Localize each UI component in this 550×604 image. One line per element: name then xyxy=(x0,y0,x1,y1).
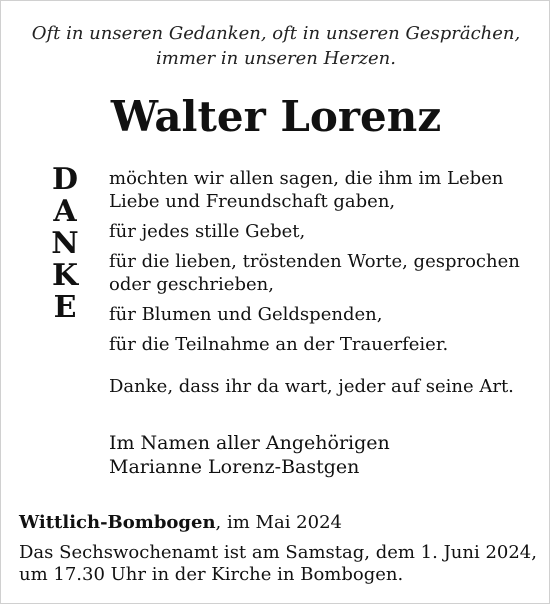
date: , im Mai 2024 xyxy=(215,512,342,533)
acrostic-letter: N xyxy=(51,226,79,261)
thanks-line: für Blumen und Geldspenden, xyxy=(109,304,383,325)
thanks-line: möchten wir allen sagen, die ihm im Leben xyxy=(109,168,504,189)
motto-line-1: Oft in unseren Gedanken, oft in unseren Gesprächen, xyxy=(31,23,521,44)
signoff-name: Marianne Lorenz-Bastgen xyxy=(109,456,360,478)
thanks-line: für die Teilnahme an der Trauerfeier. xyxy=(109,334,449,355)
thanks-item xyxy=(109,250,541,296)
thanks-line: Liebe und Freundschaft gaben, xyxy=(109,191,396,212)
thanks-item xyxy=(109,167,541,213)
thanks-item xyxy=(109,220,541,243)
thanks-item xyxy=(109,303,541,326)
closing-line: Danke, dass ihr da wart, jeder auf seine Art. xyxy=(109,376,514,397)
signoff xyxy=(109,431,390,479)
acrostic-letter: D xyxy=(51,162,78,197)
place: Wittlich-Bombogen xyxy=(19,512,216,533)
motto xyxy=(1,21,550,71)
motto-line-2: immer in unseren Herzen. xyxy=(156,48,396,69)
danke-acrostic xyxy=(43,164,87,324)
thanks-item xyxy=(109,333,541,356)
service-info xyxy=(19,542,539,586)
thanks-line: oder geschrieben, xyxy=(109,274,274,295)
deceased-name: Walter Lorenz xyxy=(110,92,442,141)
signoff-line-1: Im Namen aller Angehörigen xyxy=(109,432,390,454)
thanks-line: für jedes stille Gebet, xyxy=(109,221,306,242)
place-date xyxy=(19,511,342,534)
thanks-line: für die lieben, tröstenden Worte, gesprochen xyxy=(109,251,520,272)
service-line-2: um 17.30 Uhr in der Kirche in Bombogen. xyxy=(19,564,404,585)
acrostic-letter: K xyxy=(51,258,79,293)
acrostic-letter: A xyxy=(53,194,77,229)
service-line-1: Das Sechswochenamt ist am Samstag, dem 1. Juni 2024, xyxy=(19,542,537,563)
acrostic-letter: E xyxy=(53,290,77,325)
thanks-text xyxy=(109,167,541,363)
